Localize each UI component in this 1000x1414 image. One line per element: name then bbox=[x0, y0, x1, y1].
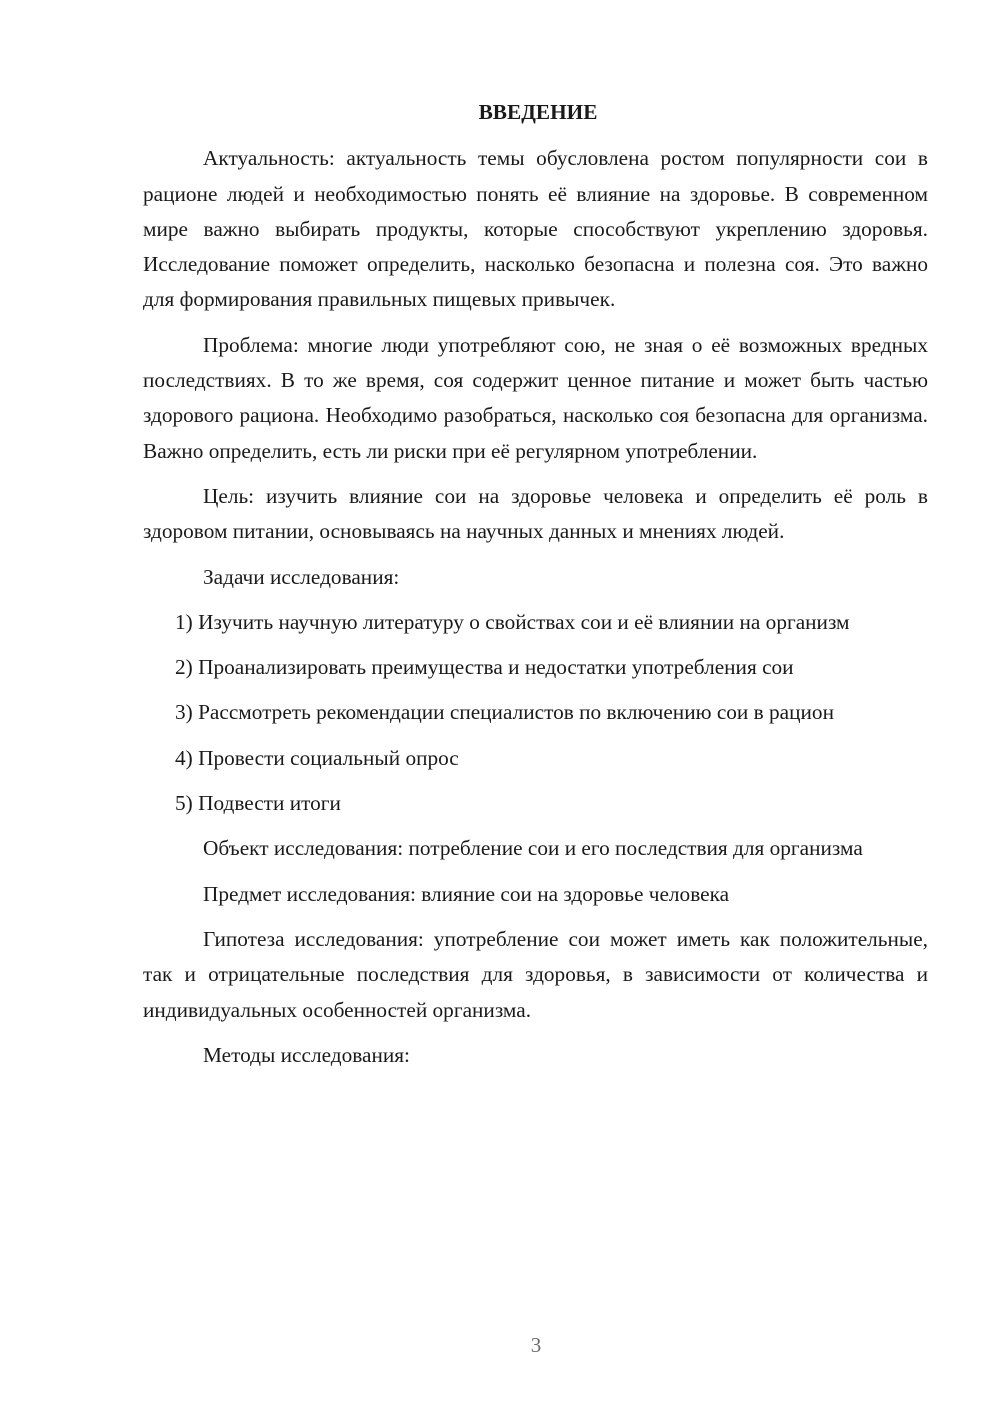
task-item-2: 2) Проанализировать преимущества и недостатки употребления сои bbox=[175, 655, 794, 680]
paragraph-goal: Цель: изучить влияние сои на здоровье человека и определить её роль в здоровом питании, основываясь на научных данных и мнениях людей. bbox=[143, 483, 928, 544]
task-item-4: 4) Провести социальный опрос bbox=[175, 745, 459, 770]
task-item-1: 1) Изучить научную литературу о свойствах сои и её влиянии на организм bbox=[175, 609, 850, 634]
task-item-5: 5) Подвести итоги bbox=[175, 791, 341, 816]
page-number: 3 bbox=[530, 1333, 542, 1357]
paragraph-object: Объект исследования: потребление сои и его последствия для организма bbox=[203, 836, 863, 861]
paragraph-relevance: Актуальность: актуальность темы обусловлена ростом популярности сои в рационе людей и необходимостью понять её влияние на здоровье. В современном мире важно выбирать продукты, которые способствуют укреплению здоровья. Исследование поможет определить, насколько безопасна и полезна соя. Это важно для формирования правильных пищевых привычек. bbox=[143, 146, 928, 312]
section-title: ВВЕДЕНИЕ bbox=[478, 100, 598, 124]
paragraph-subject: Предмет исследования: влияние сои на здоровье человека bbox=[203, 881, 730, 906]
paragraph-problem: Проблема: многие люди употребляют сою, не зная о её возможных вредных последствиях. В то же время, соя содержит ценное питание и может быть частью здорового рациона. Необходимо разобраться, насколько соя безопасна для организма. Важно определить, есть ли риски при её регулярном употреблении. bbox=[143, 332, 928, 463]
tasks-heading: Задачи исследования: bbox=[203, 564, 400, 589]
paragraph-hypothesis: Гипотеза исследования: употребление сои может иметь как положительные, так и отрицательные последствия для здоровья, в зависимости от количества и индивидуальных особенностей организма. bbox=[143, 926, 928, 1022]
task-item-3: 3) Рассмотреть рекомендации специалистов по включению сои в рацион bbox=[175, 700, 834, 725]
document-page bbox=[143, 95, 928, 1073]
methods-heading: Методы исследования: bbox=[203, 1042, 410, 1067]
